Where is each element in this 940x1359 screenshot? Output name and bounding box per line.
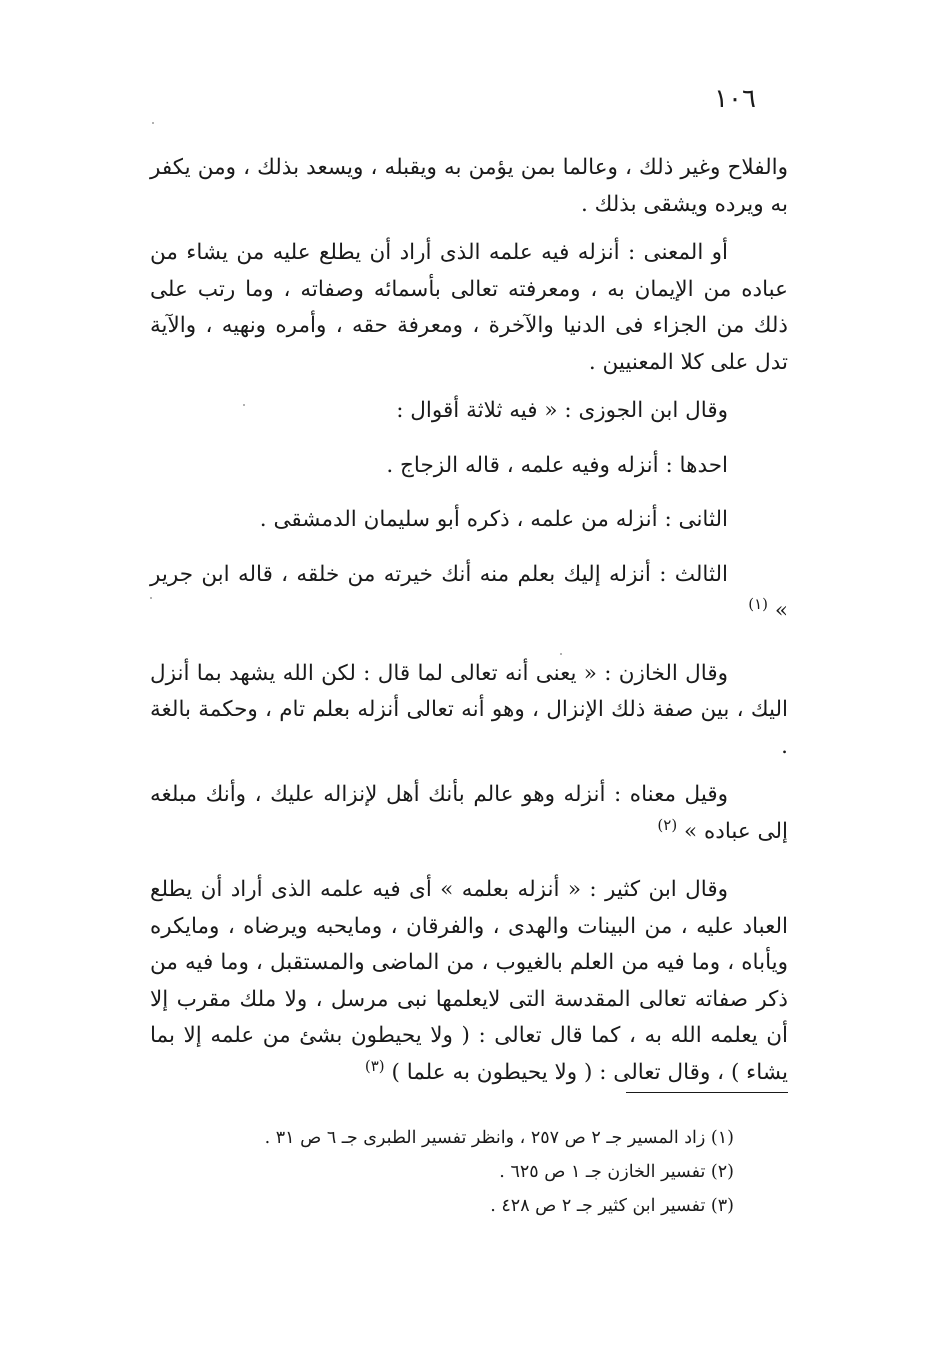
scan-speck <box>152 122 154 124</box>
paragraph-second-saying: الثانى : أنزله من علمه ، ذكره أبو سليمان الدمشقى . <box>259 507 728 532</box>
paragraph-ibn-kathir <box>150 872 788 1091</box>
paragraph-meaning: أو المعنى : أنزله فيه علمه الذى أراد أن يطلع عليه من يشاء من عباده من الإيمان به ، ومعرفته تعالى بأسمائه وصفاته ، وما رتب على ذلك من الجزاء فى الدنيا والآخرة ، ومعرفة حقه ، وأمره ونهيه ، والآية تدل على كلا المعنيين . <box>150 240 788 375</box>
footnote-ref-3: (٣) <box>364 1056 385 1075</box>
paragraph-first-saying: احدها : أنزله وفيه علمه ، قاله الزجاج . <box>386 452 728 478</box>
footnotes <box>174 1121 734 1223</box>
scan-speck <box>560 653 562 655</box>
footnote-1: (١) زاد المسير جـ ٢ ص ٢٥٧ ، وانظر تفسير الطبرى جـ ٦ ص ٣١ . <box>264 1128 734 1148</box>
paragraph-another-meaning <box>150 777 788 850</box>
paragraph-another-meaning-text: وقيل معناه : أنزله وهو عالم بأنك أهل لإنزاله عليك ، وأنك مبلغه إلى عباده » <box>150 782 788 844</box>
scan-speck <box>150 597 152 599</box>
footnote-ref-1: (١) <box>748 594 768 613</box>
paragraph-ibn-kathir-text: وقال ابن كثير : « أنزله بعلمه » أى فيه علمه الذى أراد أن يطلع العباد عليه ، من البينات والهدى ، والفرقان ، ومايحبه ويرضاه ، ومايكره ويأباه ، وما فيه من العلم بالغيوب ، من الماضى والمستقبل ، وما فيه من ذكر صفاته تعالى المقدسة التى لايعلمها نبى مرسل ، ولا ملك مقرب إلا أن يعلمه الله به ، كما قال تعالى : ( ولا يحيطون بشئ من علمه إلا بما يشاء ) ، وقال تعالى : ( ولا يحيطون به علما ) <box>150 877 788 1085</box>
footnote-2: (٢) تفسير الخازن جـ ١ ص ٦٢٥ . <box>499 1162 734 1182</box>
footnote-3: (٣) تفسير ابن كثير جـ ٢ ص ٤٢٨ . <box>490 1196 734 1216</box>
body-text <box>150 150 788 1091</box>
paragraph-alkhazin: وقال الخازن : « يعنى أنه تعالى لما قال : لكن الله يشهد بما أنزل اليك ، بين صفة ذلك الإنزال ، وهو أنه تعالى أنزله بعلم تام ، وحكمة بالغة . <box>150 660 788 759</box>
footnote-ref-2: (٢) <box>657 815 678 834</box>
paragraph-ibn-aljawzi: وقال ابن الجوزى : « فيه ثلاثة أقوال : <box>396 398 728 423</box>
page-number: ١٠٦ <box>714 84 756 114</box>
scan-speck <box>243 404 245 406</box>
paragraph-continuation: والفلاح وغير ذلك ، وعالما بمن يؤمن به ويقبله ، ويسعد بذلك ، ومن يكفر به ويرده ويشقى بذلك . <box>150 155 788 217</box>
paragraph-third-saying-text: الثالث : أنزله إليك بعلم منه أنك خيرته من خلقه ، قاله ابن جرير » <box>150 561 788 623</box>
paragraph-third-saying <box>150 557 788 630</box>
footnote-divider <box>626 1092 788 1093</box>
